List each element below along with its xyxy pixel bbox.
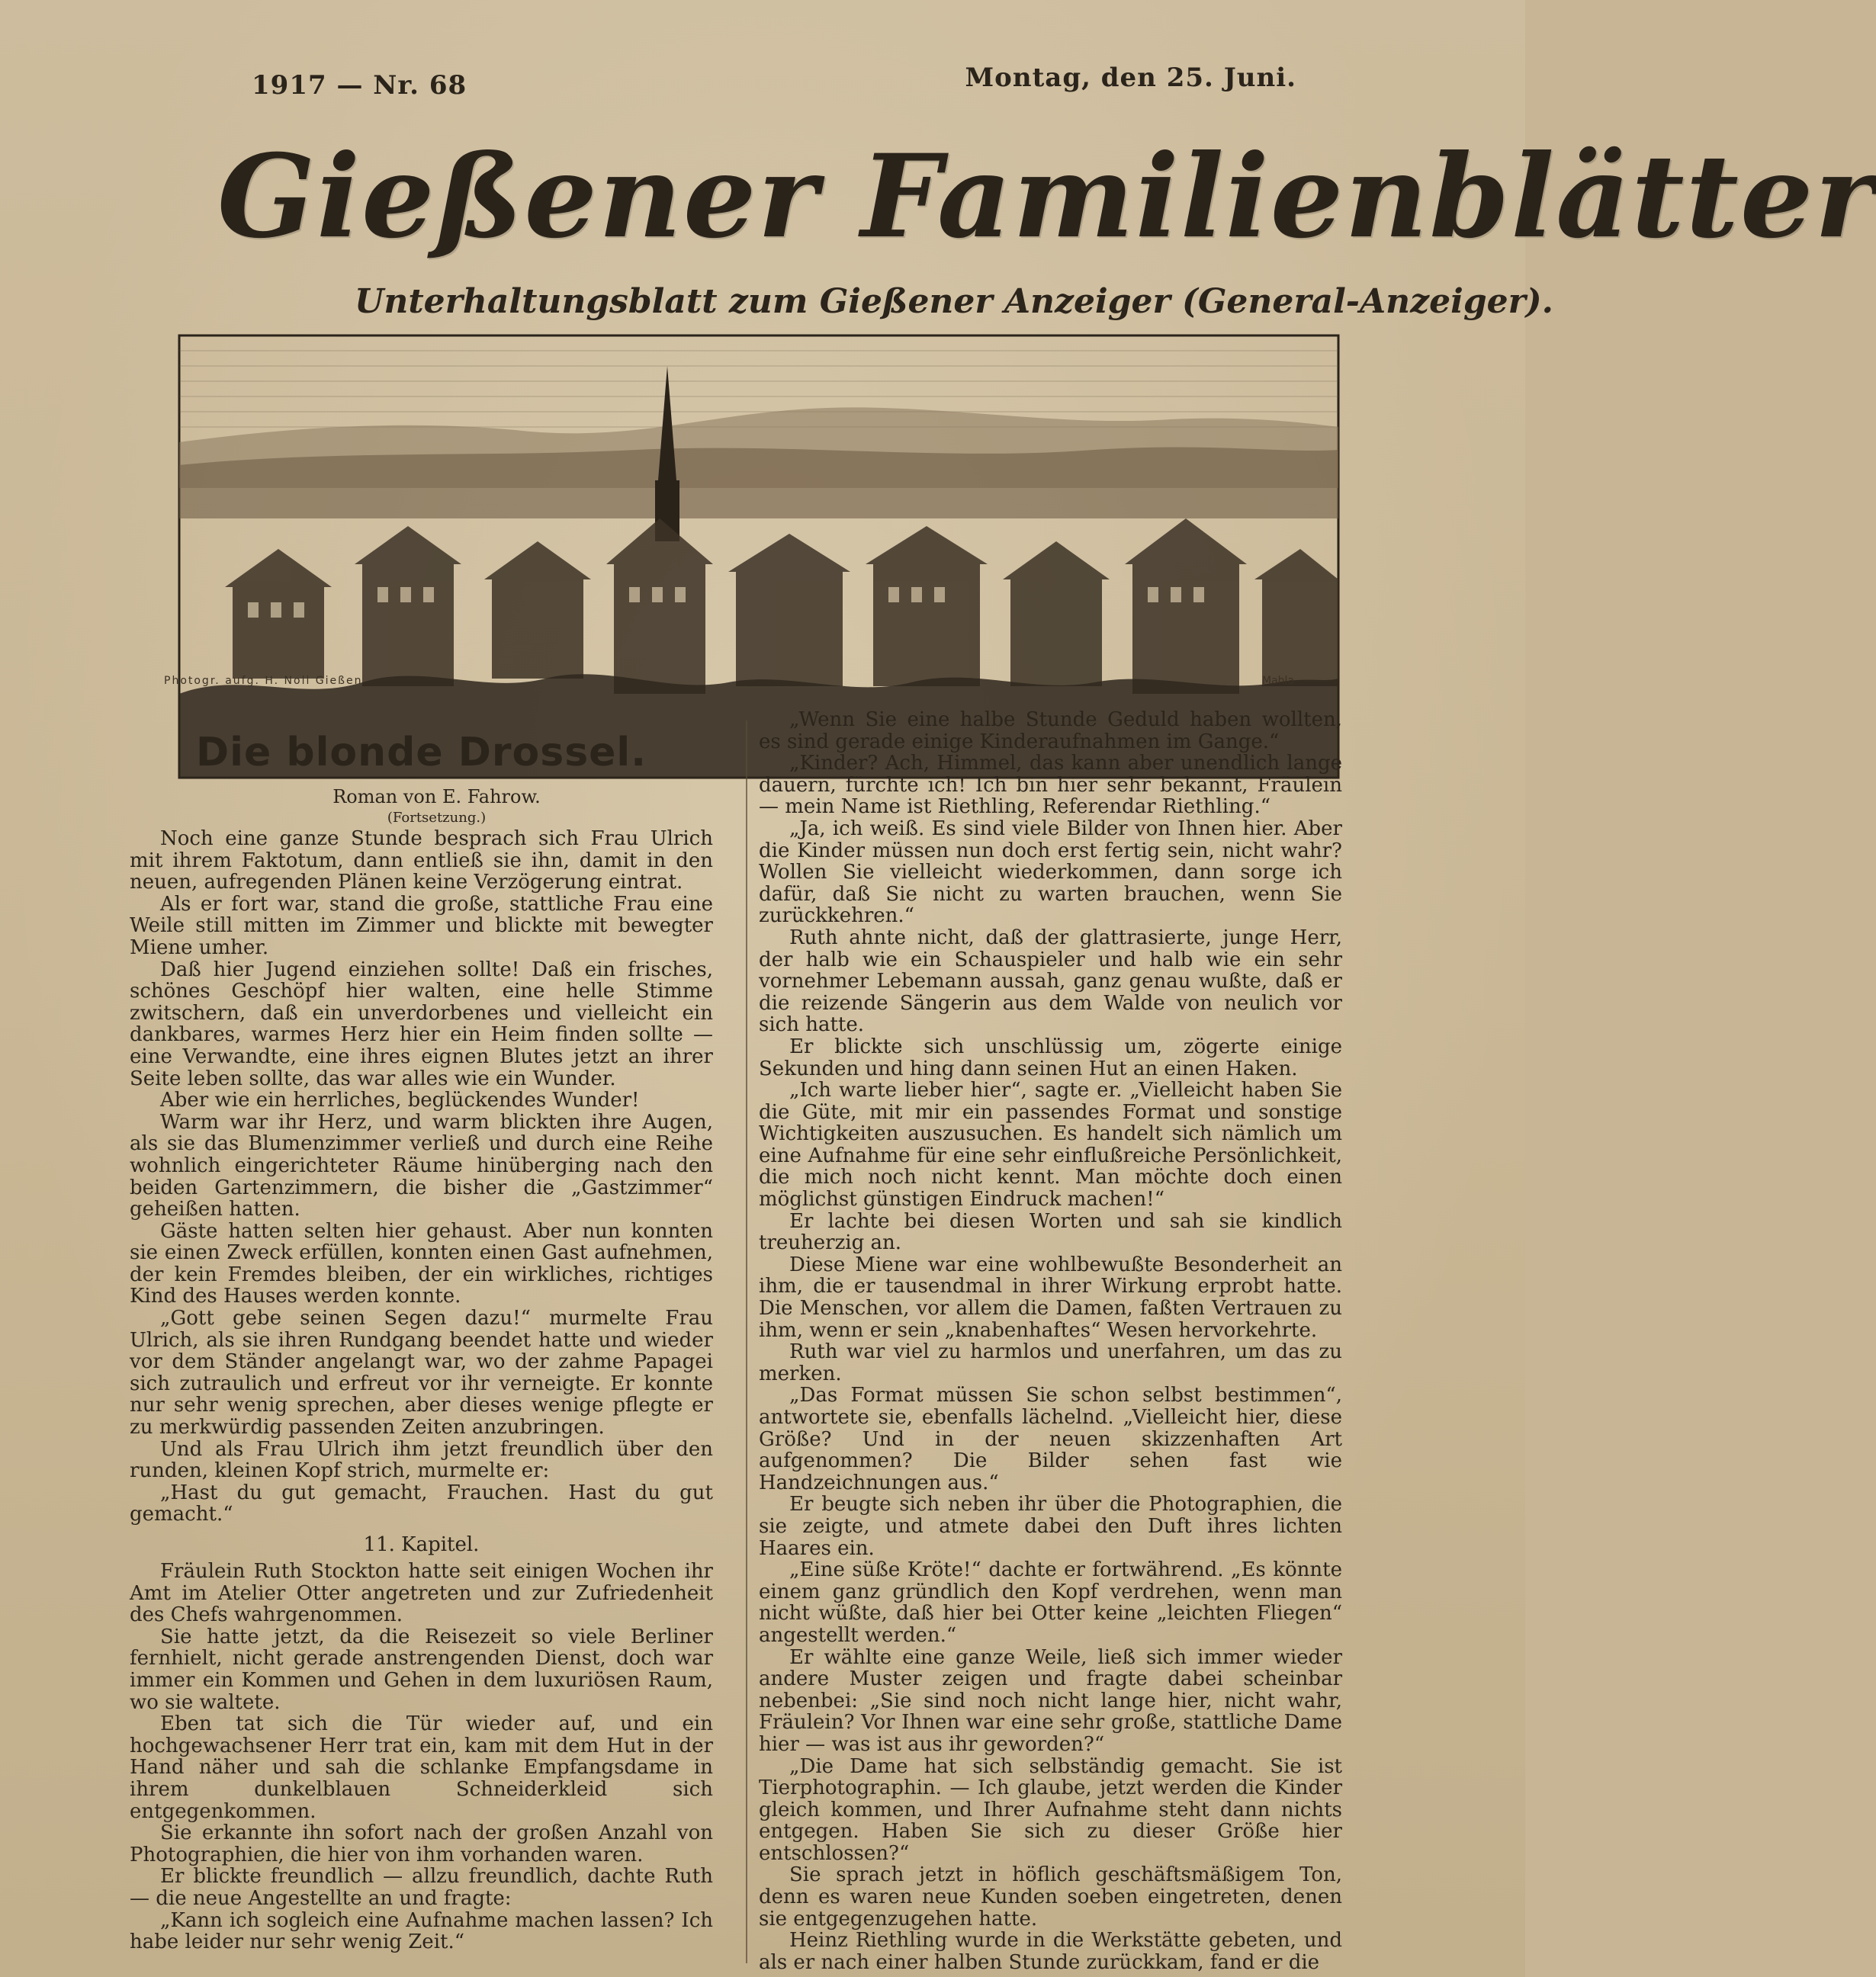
column-divider: [746, 721, 747, 1963]
paragraph: Er wählte eine ganze Weile, ließ sich immer wieder andere Muster zeigen und fragte dabei scheinbar nebenbei: „Sie sind noch nicht lange hier, nicht wahr, Fräulein? Vor Ihnen war eine sehr große, stattliche Dame hier — was ist aus ihr geworden?“: [759, 1645, 1342, 1756]
newspaper-subtitle: Unterhaltungsblatt zum Gießener Anzeiger (General-Anzeiger).: [355, 282, 1553, 321]
paragraph: Heinz Riethling wurde in die Werkstätte gebeten, und als er nach einer halben Stunde zurückkam, fand er die: [759, 1929, 1342, 1974]
left-column: [130, 709, 713, 1953]
issue-number: 1917 — Nr. 68: [252, 70, 467, 101]
paragraph: Aber wie ein herrliches, beglückendes Wunder!: [160, 1089, 640, 1112]
paragraph: Ruth ahnte nicht, daß der glattrasierte, junge Herr, der halb wie ein Schauspieler und halb wie ein sehr vornehmer Lebemann aussah, ganz genau wußte, daß er die reizende Sängerin aus dem Walde von neulich vor sich hatte.: [759, 926, 1342, 1037]
paragraph: Er blickte freundlich — allzu freundlich, dachte Ruth — die neue Angestellte an und fragte:: [130, 1865, 713, 1910]
paragraph: „Gott gebe seinen Segen dazu!“ murmelte Frau Ulrich, als sie ihren Rundgang beendet hatte und wieder vor dem Ständer angelangt war, wo der zahme Papagei sich zutraulich und erfreut vor ihr verneigte. Er konnte nur sehr wenig sprechen, aber dieses wenige pflegte er zu merkwürdig passenden Zeiten anzubringen.: [130, 1307, 713, 1439]
paragraph: „Wenn Sie eine halbe Stunde Geduld haben wollten, es sind gerade einige Kinderaufnahmen im Gange.“: [759, 708, 1342, 753]
paragraph: „Die Dame hat sich selbständig gemacht. Sie ist Tierphotographin. — Ich glaube, jetzt werden die Kinder gleich kommen, und Ihrer Aufnahme steht dann nichts entgegen. Haben Sie sich zu dieser Größe hier entschlossen?“: [759, 1754, 1342, 1865]
chapter-heading: 11. Kapitel.: [363, 1533, 480, 1556]
header-line: [183, 63, 1296, 108]
continuation-note: (Fortsetzung.): [387, 810, 487, 826]
photo-credit: Photogr. aufg. H. Noll Gießen.: [164, 675, 368, 687]
paragraph: Warm war ihr Herz, und warm blickten ihre Augen, als sie das Blumenzimmer verließ und durch eine Reihe wohnlich eingerichteter Räume hinüberging nach den beiden Gartenzimmern, die bisher die „Gastzimmer“ geheißen hatten.: [130, 1110, 713, 1221]
right-column: [759, 709, 1342, 1973]
masthead: [179, 107, 1876, 686]
article-title: Die blonde Drossel.: [195, 730, 647, 775]
paragraph: Gäste hatten selten hier gehaust. Aber nun konnten sie einen Zweck erfüllen, konnten einen Gast aufnehmen, der kein Fremdes bleiben, der ein wirkliches, richtiges Kind des Hauses werden konnte.: [130, 1219, 713, 1308]
paragraph: Noch eine ganze Stunde besprach sich Frau Ulrich mit ihrem Faktotum, dann entließ sie ihn, damit in den neuen, aufregenden Plänen keine Verzögerung eintrat.: [130, 827, 713, 894]
paragraph: „Ja, ich weiß. Es sind viele Bilder von Ihnen hier. Aber die Kinder müssen nun doch erst fertig sein, nicht wahr? Wollen Sie vielleicht wiederkommen, dann sorge ich dafür, daß Sie nicht zu warten brauchen, wenn Sie zurückkehren.“: [759, 817, 1342, 928]
paragraph: Eben tat sich die Tür wieder auf, und ein hochgewachsener Herr trat ein, kam mit dem Hut in der Hand näher und sah die schlanke Empfangsdame in ihrem dunkelblauen Schneiderkleid sich entgegenkommen.: [130, 1712, 713, 1823]
article-byline: Roman von E. Fahrow.: [332, 786, 541, 807]
paragraph: Und als Frau Ulrich ihm jetzt freundlich über den runden, kleinen Kopf strich, murmelte er:: [130, 1437, 713, 1483]
paragraph: „Ich warte lieber hier“, sagte er. „Vielleicht haben Sie die Güte, mit mir ein passendes Format und sonstige Wichtigkeiten auszusuchen. Es handelt sich nämlich um eine Aufnahme für eine sehr einflußreiche Persönlichkeit, die mich noch nicht kennt. Man möchte doch einen möglichst günstigen Eindruck machen!“: [759, 1079, 1342, 1212]
paragraph: „Eine süße Kröte!“ dachte er fortwährend. „Es könnte einem ganz gründlich den Kopf verdrehen, wenn man nicht wüßte, daß hier bei Otter keine „leichten Fliegen“ angestellt werden.“: [759, 1558, 1342, 1647]
paragraph: Diese Miene war eine wohlbewußte Besonderheit an ihm, die er tausendmal in ihrer Wirkung erprobt hatte. Die Menschen, vor allem die Damen, faßten Vertrauen zu ihm, wenn er sein „knabenhaftes“ Wesen hervorkehrte.: [759, 1253, 1342, 1342]
paragraph: Ruth war viel zu harmlos und unerfahren, um das zu merken.: [759, 1340, 1342, 1385]
paragraph: Sie sprach jetzt in höflich geschäftsmäßigem Ton, denn es waren neue Kunden soeben eingetreten, denen sie entgegenzugehen hatte.: [759, 1863, 1342, 1930]
paragraph: „Kann ich sogleich eine Aufnahme machen lassen? Ich habe leider nur sehr wenig Zeit.“: [130, 1908, 713, 1954]
paragraph: Sie hatte jetzt, da die Reisezeit so viele Berliner fernhielt, nicht gerade anstrengenden Dienst, doch war immer ein Kommen und Gehen in dem luxuriösen Raum, wo sie waltete.: [130, 1625, 713, 1714]
paragraph: Als er fort war, stand die große, stattliche Frau eine Weile still mitten im Zimmer und blickte mit bewegter Miene umher.: [130, 892, 713, 959]
paragraph: Sie erkannte ihn sofort nach der großen Anzahl von Photographien, die hier von ihm vorhanden waren.: [130, 1821, 713, 1866]
paragraph: „Das Format müssen Sie schon selbst bestimmen“, antwortete sie, ebenfalls lächelnd. „Vielleicht hier, diese Größe? Und in der neuen skizzenhaften Art aufgenommen? Die Bilder sehen fast wie Handzeichnungen aus.“: [759, 1384, 1342, 1494]
paragraph: Er blickte sich unschlüssig um, zögerte einige Sekunden und hing dann seinen Hut an einen Haken.: [759, 1035, 1342, 1080]
artist-signature: Mahla: [1262, 675, 1294, 687]
paragraph: Daß hier Jugend einziehen sollte! Daß ein frisches, schönes Geschöpf hier walten, eine helle Stimme zwitschern, daß ein unverdorbenes und vielleicht ein dankbares, warmes Herz hier ein Heim finden sollte — eine Verwandte, eine ihres eignen Blutes jetzt an ihrer Seite leben sollte, das war alles wie ein Wunder.: [130, 958, 713, 1090]
paragraph: Er beugte sich neben ihr über die Photographien, die sie zeigte, und atmete dabei den Duft ihres lichten Haares ein.: [759, 1493, 1342, 1560]
paragraph: „Hast du gut gemacht, Frauchen. Hast du gut gemacht.“: [130, 1481, 713, 1526]
paragraph: Er lachte bei diesen Worten und sah sie kindlich treuherzig an.: [759, 1209, 1342, 1255]
paragraph: Fräulein Ruth Stockton hatte seit einigen Wochen ihr Amt im Atelier Otter angetreten und zur Zufriedenheit des Chefs wahrgenommen.: [130, 1560, 713, 1627]
newspaper-title: Gießener Familienblätter: [217, 130, 1876, 264]
issue-date: Montag, den 25. Juni.: [965, 63, 1296, 93]
paragraph: „Kinder? Ach, Himmel, das kann aber unendlich lange dauern, fürchte ich! Ich bin hier sehr bekannt, Fräulein — mein Name ist Riethling, Referendar Riethling.“: [759, 752, 1342, 819]
